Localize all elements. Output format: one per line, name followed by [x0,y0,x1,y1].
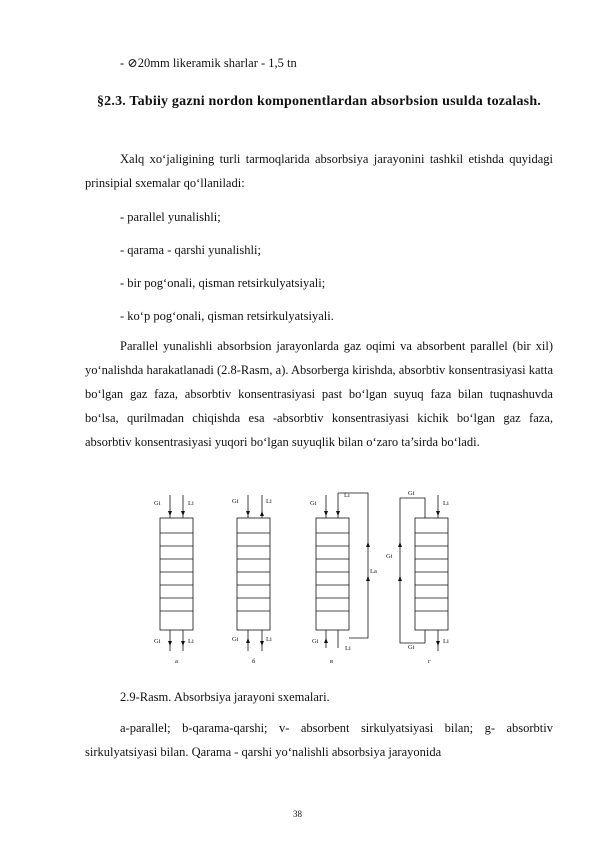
label-li-g-top: Li [443,500,449,507]
label-gi-a-bottom: Gi [154,638,161,645]
figure-caption: 2.9-Rasm. Absorbsiya jarayoni sxemalari. [120,690,330,704]
caption-description [85,716,553,764]
flow-arrows [168,511,440,646]
label-g: г [428,658,431,665]
label-a: a [175,658,178,665]
list-item-ceramic-balls: - ⊘20mm likeramik sharlar - 1,5 tn [120,56,297,70]
label-gi-g-bottom: Gi [408,644,415,651]
scheme-item-multi-stage: - ko‘p pog‘onali, qisman retsirkulyatsiyali. [120,309,334,323]
column-b [237,495,270,651]
label-la: La [370,568,377,575]
intro-text: Xalq xo‘jaligining turli tarmoqlarida absorbsiya jarayonini tashkil etishda quyidagi prinsipial sxemalar qo‘llaniladi: [85,152,553,190]
label-li-b-top: Li [266,498,272,505]
label-gi-v-bottom: Gi [312,638,319,645]
absorption-schemes-figure [140,483,470,668]
label-li-a-bottom: Li [188,638,194,645]
label-li-g-bottom: Li [443,638,449,645]
page-number: 38 [293,809,302,819]
label-gi-g-side: Gi [386,553,393,560]
scheme-item-single-stage: - bir pog‘onali, qisman retsirkulyatsiyali; [120,276,326,290]
section-heading: §2.3. Tabiiy gazni nordon komponentlardan absorbsion usulda tozalash. [96,94,542,109]
label-li-v-bottom: Li [345,645,351,652]
label-li-a-top: Li [188,500,194,507]
body-paragraph [85,334,553,454]
scheme-item-countercurrent: - qarama - qarshi yunalishli; [120,243,261,257]
intro-paragraph [85,147,553,195]
label-li-v-top: Li [344,492,350,499]
label-li-b-bottom: Li [266,636,272,643]
label-gi-b-top: Gi [232,498,239,505]
body-text: Parallel yunalishli absorbsion jarayonlarda gaz oqimi va absorbent parallel (bir xil) yo‘nalishda harakatlanadi (2.8-Rasm, a). Absorberga kirishda, absorbtiv konsentrasiyasi katta bo‘lgan gaz faza, absorbtiv konsentrasiyasi past bo‘lgan suyuq faza bilan tuqnashuvda bo‘lsa, qurilmadan chiqishda esa -absorbtiv konsentrasiyasi kichik bo‘lgan gaz faza, absorbtiv konsentrasiyasi yuqori bo‘lgan suyuqlik bilan o‘zaro ta’sirda bo‘ladi. [85,339,553,449]
column-a [160,495,193,651]
column-v [316,493,368,648]
label-v: в [330,658,334,665]
label-gi-a-top: Gi [154,500,161,507]
caption-description-text: a-parallel; b-qarama-qarshi; v- absorbent sirkulyatsiyasi bilan; g- absorbtiv sirkulyatsiyasi bilan. Qarama - qarshi yo‘nalishli absorbsiya jarayonida [85,721,553,759]
scheme-item-parallel: - parallel yunalishli; [120,210,221,224]
figure-labels [154,490,449,665]
column-g [400,495,448,651]
label-b: б [252,658,256,665]
absorption-diagram [140,483,470,668]
label-gi-v-top: Gi [310,500,317,507]
label-gi-g-top: Gi [408,490,415,497]
label-gi-b-bottom: Gi [232,636,239,643]
